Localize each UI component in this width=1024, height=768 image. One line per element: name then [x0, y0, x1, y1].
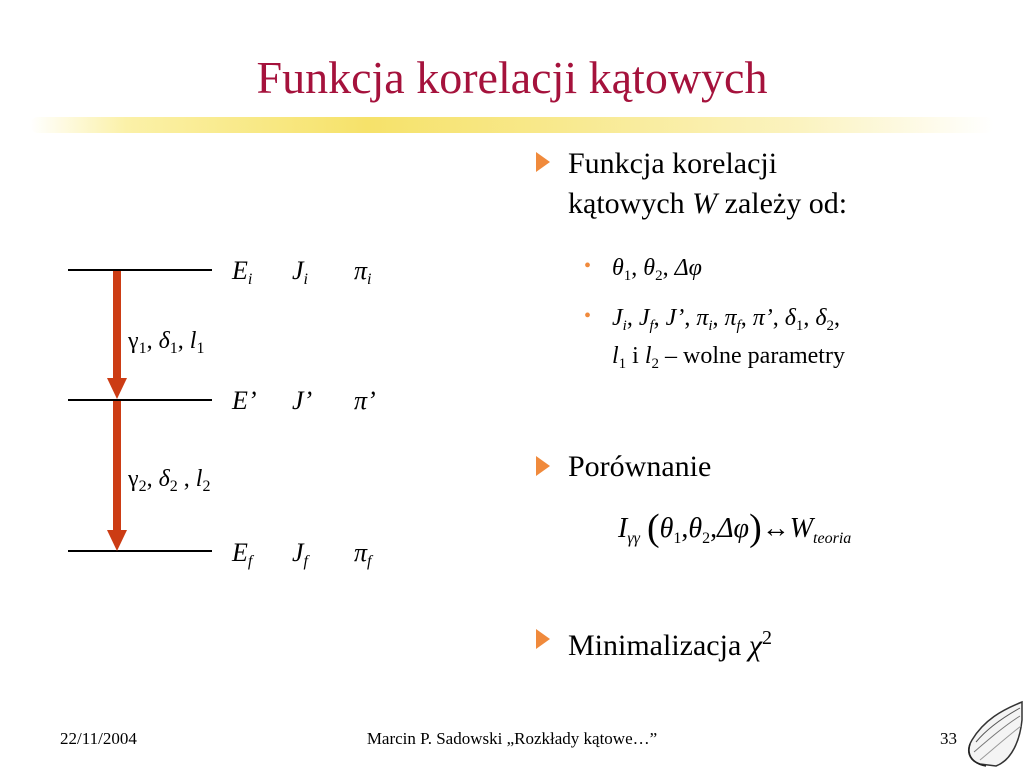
level-final-parity: $\pi_f$	[354, 538, 372, 570]
correlation-formula: $I_{\gamma\gamma}$ $(\theta_1,\theta_2,\Delta\varphi)\leftrightarrow W_{teoria}$	[618, 507, 852, 549]
footer-date: 22/11/2004	[60, 729, 137, 748]
sub-bullet-1-text: $\theta_1$, $\theta_2$, Δφ	[612, 255, 702, 284]
page-curl-decoration	[962, 700, 1024, 768]
level-initial-energy: $E_i$	[232, 256, 253, 288]
level-final-energy: $E_f$	[232, 538, 253, 570]
level-line-initial	[68, 269, 212, 271]
slide-title: Funkcja korelacji kątowych	[256, 52, 768, 103]
level-final-spin: $J_f$	[292, 538, 308, 570]
sub-bullet-2-line-1: $J_i$, $J_f$, J’, $\pi_i$, $\pi_f$, π’, $\delta_1$, $\delta_2$,	[612, 305, 841, 334]
level-intermediate-energy: E’	[232, 386, 257, 415]
sub-bullet-marker-1: •	[584, 255, 592, 277]
level-initial-parity: $\pi_i$	[354, 256, 372, 288]
level-intermediate-spin: J’	[292, 386, 313, 415]
bullet-2-text: Porównanie	[568, 450, 712, 483]
level-initial-spin: $J_i$	[292, 256, 308, 288]
bullet-marker-1	[536, 152, 550, 172]
bullet-marker-3	[536, 629, 550, 649]
sub-bullet-marker-2: •	[584, 305, 592, 327]
transition-arrow-2	[107, 401, 127, 551]
sub-bullet-2-text	[612, 303, 845, 379]
level-line-intermediate	[68, 399, 212, 401]
level-intermediate-parity: π’	[354, 386, 376, 415]
transition-arrows	[100, 268, 136, 558]
bullet-1-text: Funkcja korelacji kątowych W zależy od:	[568, 147, 848, 220]
bullet-3-text: Minimalizacja $\chi^2$	[568, 627, 772, 662]
transition-arrow-1	[107, 271, 127, 399]
title-underline-bar	[30, 117, 994, 133]
transition-1-label: $\gamma_1$, $\delta_1$, $l_1$	[128, 328, 205, 357]
level-line-final	[68, 550, 212, 552]
bullet-marker-2	[536, 456, 550, 476]
footer-page-number: 33	[940, 729, 957, 748]
transition-2-label: $\gamma_2$, $\delta_2$ , $l_2$	[128, 466, 211, 495]
sub-bullet-2-line-2: $l_1$ i $l_2$ – wolne parametry	[612, 343, 845, 372]
footer-author: Marcin P. Sadowski „Rozkłady kątowe…”	[366, 729, 658, 748]
